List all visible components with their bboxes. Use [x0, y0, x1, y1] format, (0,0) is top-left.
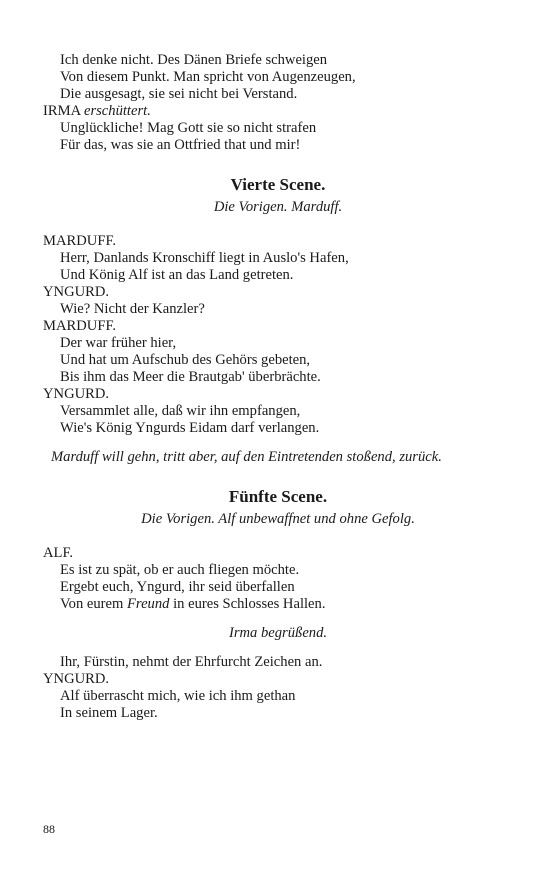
stage-direction: erschüttert. [83, 103, 151, 119]
scene-subtitle: Die Vorigen. Alf unbewaffnet und ohne Gefolg. [141, 511, 415, 527]
scene-title: Fünfte Scene. [228, 487, 328, 506]
verse-text: Von eurem [60, 596, 128, 612]
verse-line: Unglückliche! Mag Gott sie so nicht strafen [60, 120, 317, 136]
verse-line: Für das, was sie an Ottfried that und mir! [60, 137, 301, 153]
page-body [43, 52, 513, 722]
verse-line: Alf überrascht mich, wie ich ihm gethan [60, 688, 296, 704]
verse-line: Bis ihm das Meer die Brautgab' überbrächte. [60, 369, 321, 385]
verse-line: Versammlet alle, daß wir ihn empfangen, [60, 403, 301, 419]
page-number: 88 [43, 822, 55, 836]
speaker-name: YNGURD. [43, 386, 110, 402]
verse-line: Die ausgesagt, sie sei nicht bei Verstand. [60, 86, 298, 102]
speaker-name: YNGURD. [43, 671, 110, 687]
verse-line: Wie? Nicht der Kanzler? [60, 301, 205, 317]
emphasis: Freund [127, 596, 170, 612]
verse-line: Herr, Danlands Kronschiff liegt in Auslo's Hafen, [60, 250, 349, 266]
verse-line: Und König Alf ist an das Land getreten. [60, 267, 294, 283]
spacer [43, 437, 513, 449]
verse-line: Ich denke nicht. Des Dänen Briefe schweigen [60, 52, 328, 68]
verse-line: Ergebt euch, Yngurd, ihr seid überfallen [60, 579, 295, 595]
verse-line: Wie's König Yngurds Eidam darf verlangen. [60, 420, 320, 436]
verse-line: Es ist zu spät, ob er auch fliegen möchte. [60, 562, 300, 578]
speaker-name: MARDUFF. [43, 318, 117, 334]
speaker-name: MARDUFF. [43, 233, 117, 249]
verse-line: Von diesem Punkt. Man spricht von Augenzeugen, [60, 69, 356, 85]
scene-title: Vierte Scene. [230, 175, 326, 194]
speaker-name: IRMA [43, 103, 81, 119]
stage-direction: Marduff will gehn, tritt aber, auf den Eintretenden stoßend, zurück. [51, 449, 442, 465]
speaker-name: ALF. [43, 545, 74, 561]
stage-direction: Irma begrüßend. [228, 625, 328, 641]
speaker-irma [43, 103, 513, 120]
verse-text: in eures Schlosses Hallen. [169, 596, 326, 612]
verse-line: Der war früher hier, [60, 335, 177, 351]
verse-line: Und hat um Aufschub des Gehörs gebeten, [60, 352, 311, 368]
scene-subtitle: Die Vorigen. Marduff. [213, 199, 343, 215]
spacer [43, 613, 513, 625]
verse-line [43, 596, 513, 613]
spacer [43, 642, 513, 654]
speaker-name: YNGURD. [43, 284, 110, 300]
spacer [43, 528, 513, 545]
spacer [43, 216, 513, 233]
verse-line: Ihr, Fürstin, nehmt der Ehrfurcht Zeichen an. [60, 654, 323, 670]
verse-line: In seinem Lager. [60, 705, 158, 721]
